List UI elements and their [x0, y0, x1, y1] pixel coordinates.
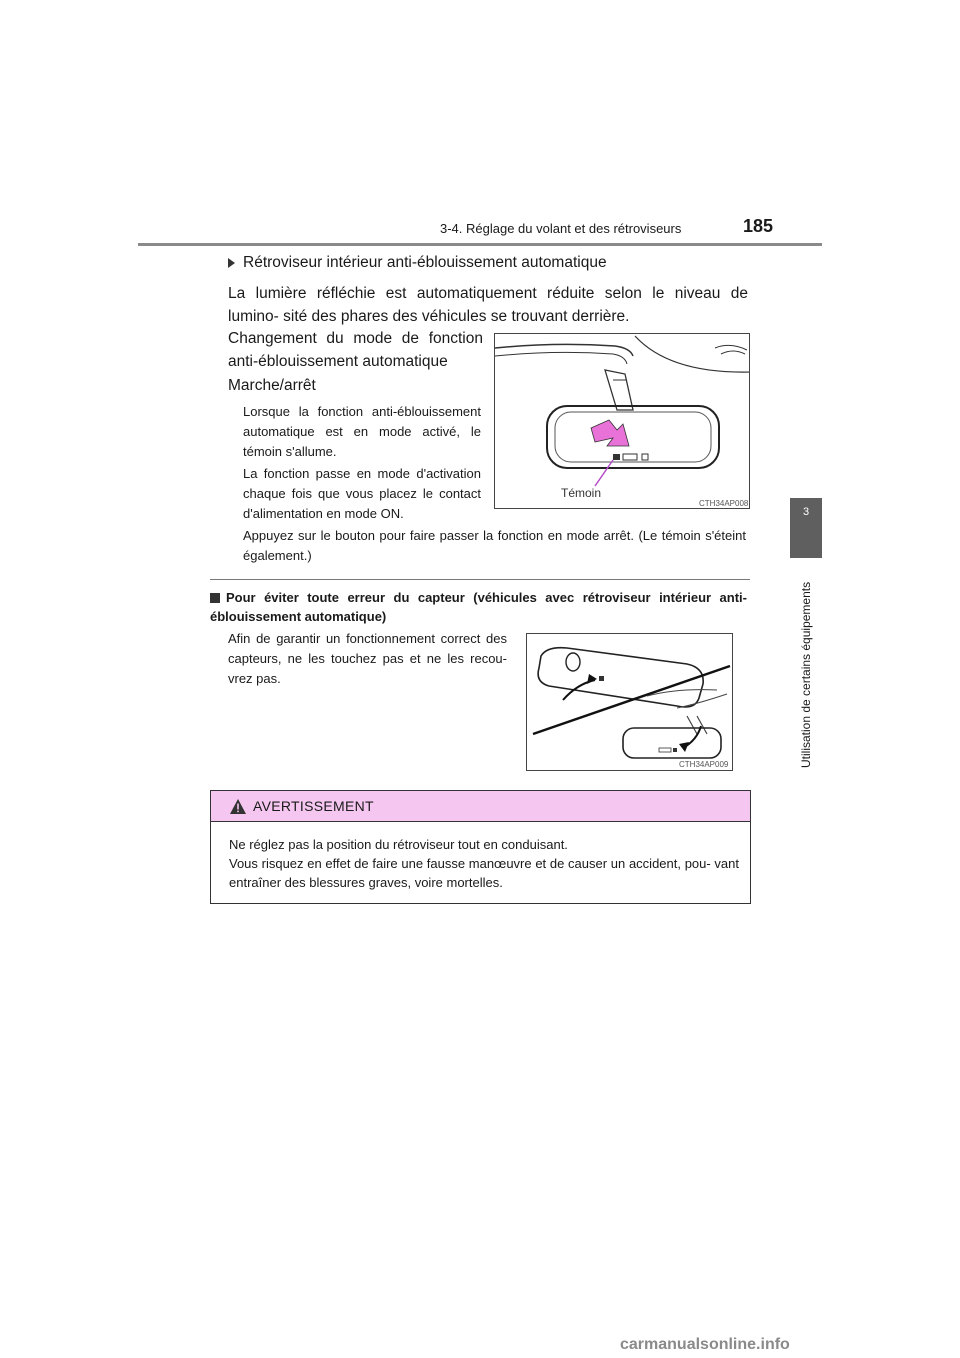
activation-description: La fonction passe en mode d'activation chaque fois que vous placez le contact d'alimentation en mode ON.: [243, 466, 481, 521]
figure-code: CTH34AP008: [699, 499, 749, 508]
mirror-figure: [494, 333, 750, 509]
warning-box: [210, 790, 751, 904]
press-button-description: Appuyez sur le bouton pour faire passer la fonction en mode arrêt. (Le témoin s'éteint également.): [243, 528, 746, 563]
page-number: 185: [743, 216, 774, 236]
sensor-figure: [526, 633, 733, 771]
bullet-arrow-icon: [228, 258, 235, 268]
chapter-tab: [790, 498, 822, 558]
bullet-heading: [228, 254, 607, 272]
header-rule: [138, 243, 822, 246]
warning-line-1: Ne réglez pas la position du rétroviseur tout en conduisant.: [229, 837, 568, 852]
sensor-heading: [210, 588, 747, 626]
square-bullet-icon: [210, 593, 220, 603]
mode-sub-heading: Changement du mode de fonction anti-éblouissement automatique: [228, 330, 483, 370]
section-title: 3-4. Réglage du volant et des rétroviseurs: [440, 221, 682, 236]
section-divider: [210, 579, 750, 580]
intro-paragraph: La lumière réfléchie est automatiquement réduite selon le niveau de lumino- sité des phares des véhicules se trouvant derrière.: [228, 285, 748, 325]
figure-code: CTH34AP009: [679, 760, 729, 769]
sensor-description: Afin de garantir un fonctionnement correct des capteurs, ne les touchez pas et ne les recou- vrez pas.: [228, 631, 507, 686]
chapter-title-strip: [790, 558, 822, 778]
indicator-description: Lorsque la fonction anti-éblouissement automatique est en mode activé, le témoin s'allume.: [243, 404, 481, 459]
warning-title: AVERTISSEMENT: [253, 798, 374, 814]
warning-header: [211, 791, 750, 822]
sensor-heading-text: Pour éviter toute erreur du capteur (véhicules avec rétroviseur intérieur anti- éblouissement automatique): [210, 590, 747, 624]
sensor-illustration: [527, 634, 733, 771]
bullet-heading-text: Rétroviseur intérieur anti-éblouissement automatique: [243, 254, 607, 271]
chapter-number: 3: [802, 506, 810, 518]
indicator-label: Témoin: [561, 486, 602, 500]
on-off-label: Marche/arrêt: [228, 377, 316, 394]
footer-watermark: carmanualsonline.info: [620, 1336, 790, 1353]
chapter-title: Utilisation de certains équipements: [799, 581, 813, 768]
warning-triangle-icon: [229, 798, 247, 815]
warning-line-2: Vous risquez en effet de faire une fausse manœuvre et de causer un accident, pou- vant entraîner des blessures graves, voire mortelles.: [229, 856, 739, 890]
mirror-illustration: [495, 334, 750, 509]
warning-body: [229, 835, 739, 892]
